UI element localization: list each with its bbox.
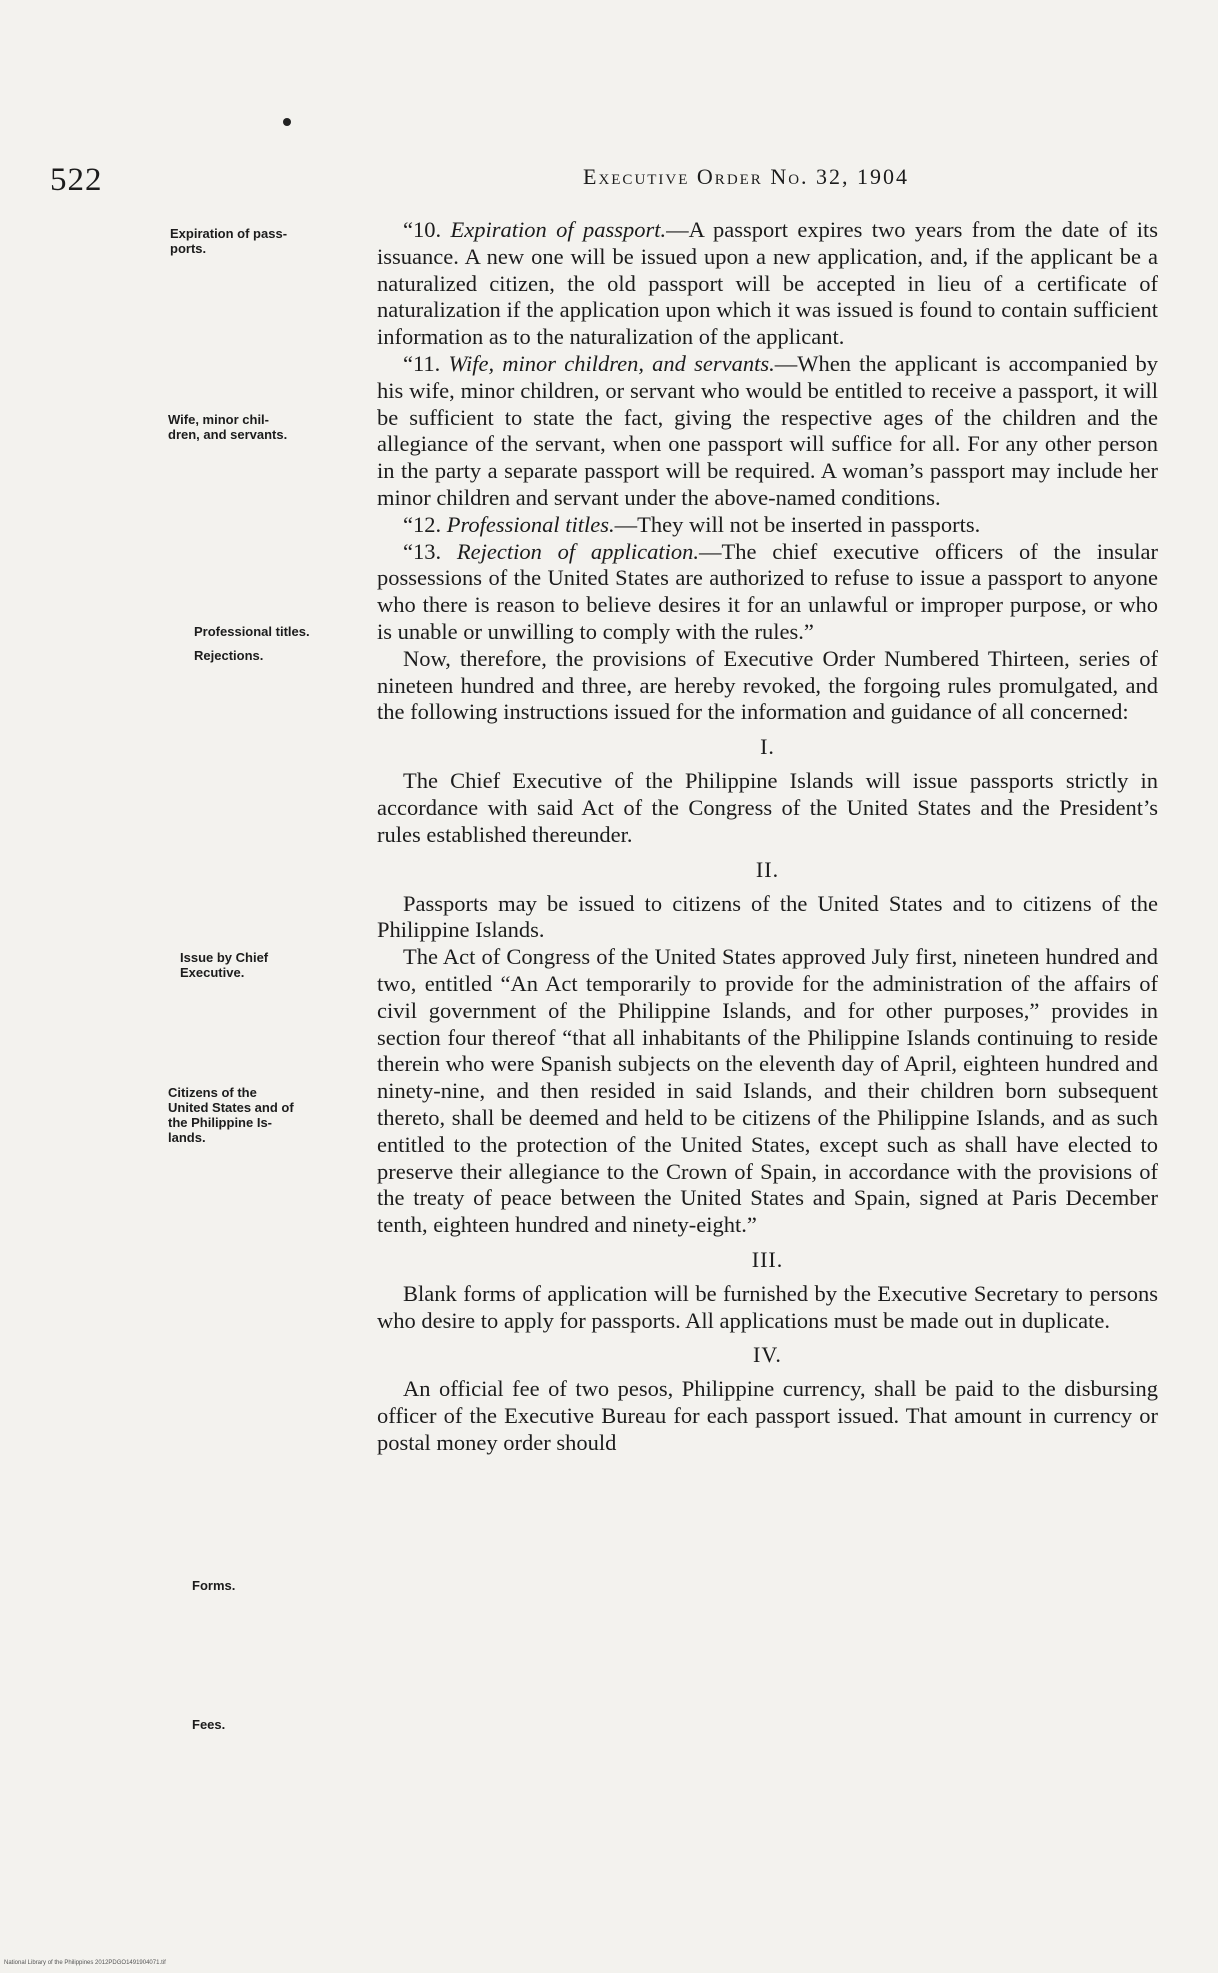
margin-note-wife-children: Wife, minor chil- dren, and servants.	[168, 412, 288, 442]
section-1-text: The Chief Executive of the Philippine Islands will issue passports strictly in accordance with said Act of the Congress of the United States and the President’s rules established thereunder.	[377, 768, 1158, 847]
margin-notes	[0, 0, 370, 1973]
paragraph-number: “11.	[403, 350, 449, 376]
paragraph-number: “12.	[403, 511, 447, 537]
paragraph-text: —When the applicant is accompanied by his wife, minor children, or servant who would be entitled to receive a passport, it will be sufficient to state the fact, giving the respective ages of the children and the allegiance of the servant, when one passport will suffice for all. For any other person in the party a separate passport will be required. A woman’s passport may include her minor children and servant under the above-named conditions.	[377, 350, 1158, 510]
paragraph-title: Professional titles.	[446, 511, 615, 537]
margin-note-issue-chief-executive: Issue by Chief Executive.	[180, 950, 269, 980]
paragraph-title: Wife, minor children, and servants.	[448, 350, 775, 376]
paragraph-11	[377, 351, 1158, 512]
scan-footer: National Library of the Philippines 2012PDGO1491904071.tif	[4, 1960, 166, 1966]
running-head: Executive Order No. 32, 1904	[583, 164, 910, 189]
margin-note-professional-titles: Professional titles.	[194, 624, 310, 639]
section-numeral-4: IV.	[753, 1342, 782, 1368]
paragraph-number: “13.	[403, 538, 457, 564]
paragraph-now-therefore: Now, therefore, the provisions of Executive Order Numbered Thirteen, series of nineteen hundred and three, are hereby revoked, the forgoing rules promulgated, and the following instructions issued for the information and guidance of all concerned:	[377, 645, 1158, 725]
paragraph-12	[377, 512, 1158, 539]
section-numeral-2: II.	[755, 856, 780, 882]
paragraph-13	[377, 539, 1158, 646]
section-2-text-2: The Act of Congress of the United States approved July first, nineteen hundred and two, entitled “An Act temporarily to provide for the administration of the affairs of civil government of the Philippine Islands, and for other purposes,” provides in section four thereof “that all inhabitants of the Philippine Islands continuing to reside therein who were Spanish subjects on the eleventh day of April, eighteen hundred and ninety-nine, and then resided in said Islands, and their children born subsequent thereto, shall be deemed and held to be citizens of the Philippine Islands, and as such entitled to the protection of the United States, except such as shall have elected to preserve their allegiance to the Crown of Spain, in accordance with the provisions of the treaty of peace between the United States and Spain, signed at Paris December tenth, eighteen hundred and ninety-eight.”	[377, 944, 1158, 1238]
margin-note-citizens: Citizens of the United States and of the Philippine Is- lands.	[168, 1085, 294, 1145]
margin-note-forms: Forms.	[192, 1578, 236, 1593]
paragraph-title: Expiration of passport.	[450, 217, 667, 242]
paragraph-text: —They will not be inserted in passports.	[614, 511, 981, 537]
body-text	[377, 217, 1158, 1457]
paragraph-text: —A passport expires two years from the date of its issuance. A new one will be issued upon a new application, and, if the applicant be a naturalized citizen, the old passport will be accepted in lieu of a certificate of naturalization if the application upon which it was issued is found to contain sufficient information as to the naturalization of the applicant.	[377, 217, 1158, 350]
section-numeral-3: III.	[751, 1246, 784, 1272]
margin-note-expiration: Expiration of pass- ports.	[170, 226, 288, 256]
section-numeral-1: I.	[760, 734, 775, 760]
margin-note-rejections: Rejections.	[194, 648, 264, 663]
page-number: 522	[50, 162, 103, 198]
section-2-text-1: Passports may be issued to citizens of the United States and to citizens of the Philippine Islands.	[377, 890, 1158, 943]
section-4-text: An official fee of two pesos, Philippine currency, shall be paid to the disbursing officer of the Executive Bureau for each passport issued. That amount in currency or postal money order should	[377, 1376, 1158, 1456]
margin-note-fees: Fees.	[192, 1717, 226, 1732]
paragraph-text: —The chief executive officers of the insular possessions of the United States are authorized to refuse to issue a passport to anyone who there is reason to believe desires it for an unlawful or improper purpose, or who is unable or unwilling to comply with the rules.”	[377, 538, 1158, 644]
paragraph-number: “10.	[403, 217, 451, 242]
paragraph-10	[377, 217, 1158, 351]
paragraph-title: Rejection of application.	[456, 538, 699, 564]
section-3-text: Blank forms of application will be furnished by the Executive Secretary to persons who desire to apply for passports. All applications must be made out in duplicate.	[377, 1280, 1158, 1333]
